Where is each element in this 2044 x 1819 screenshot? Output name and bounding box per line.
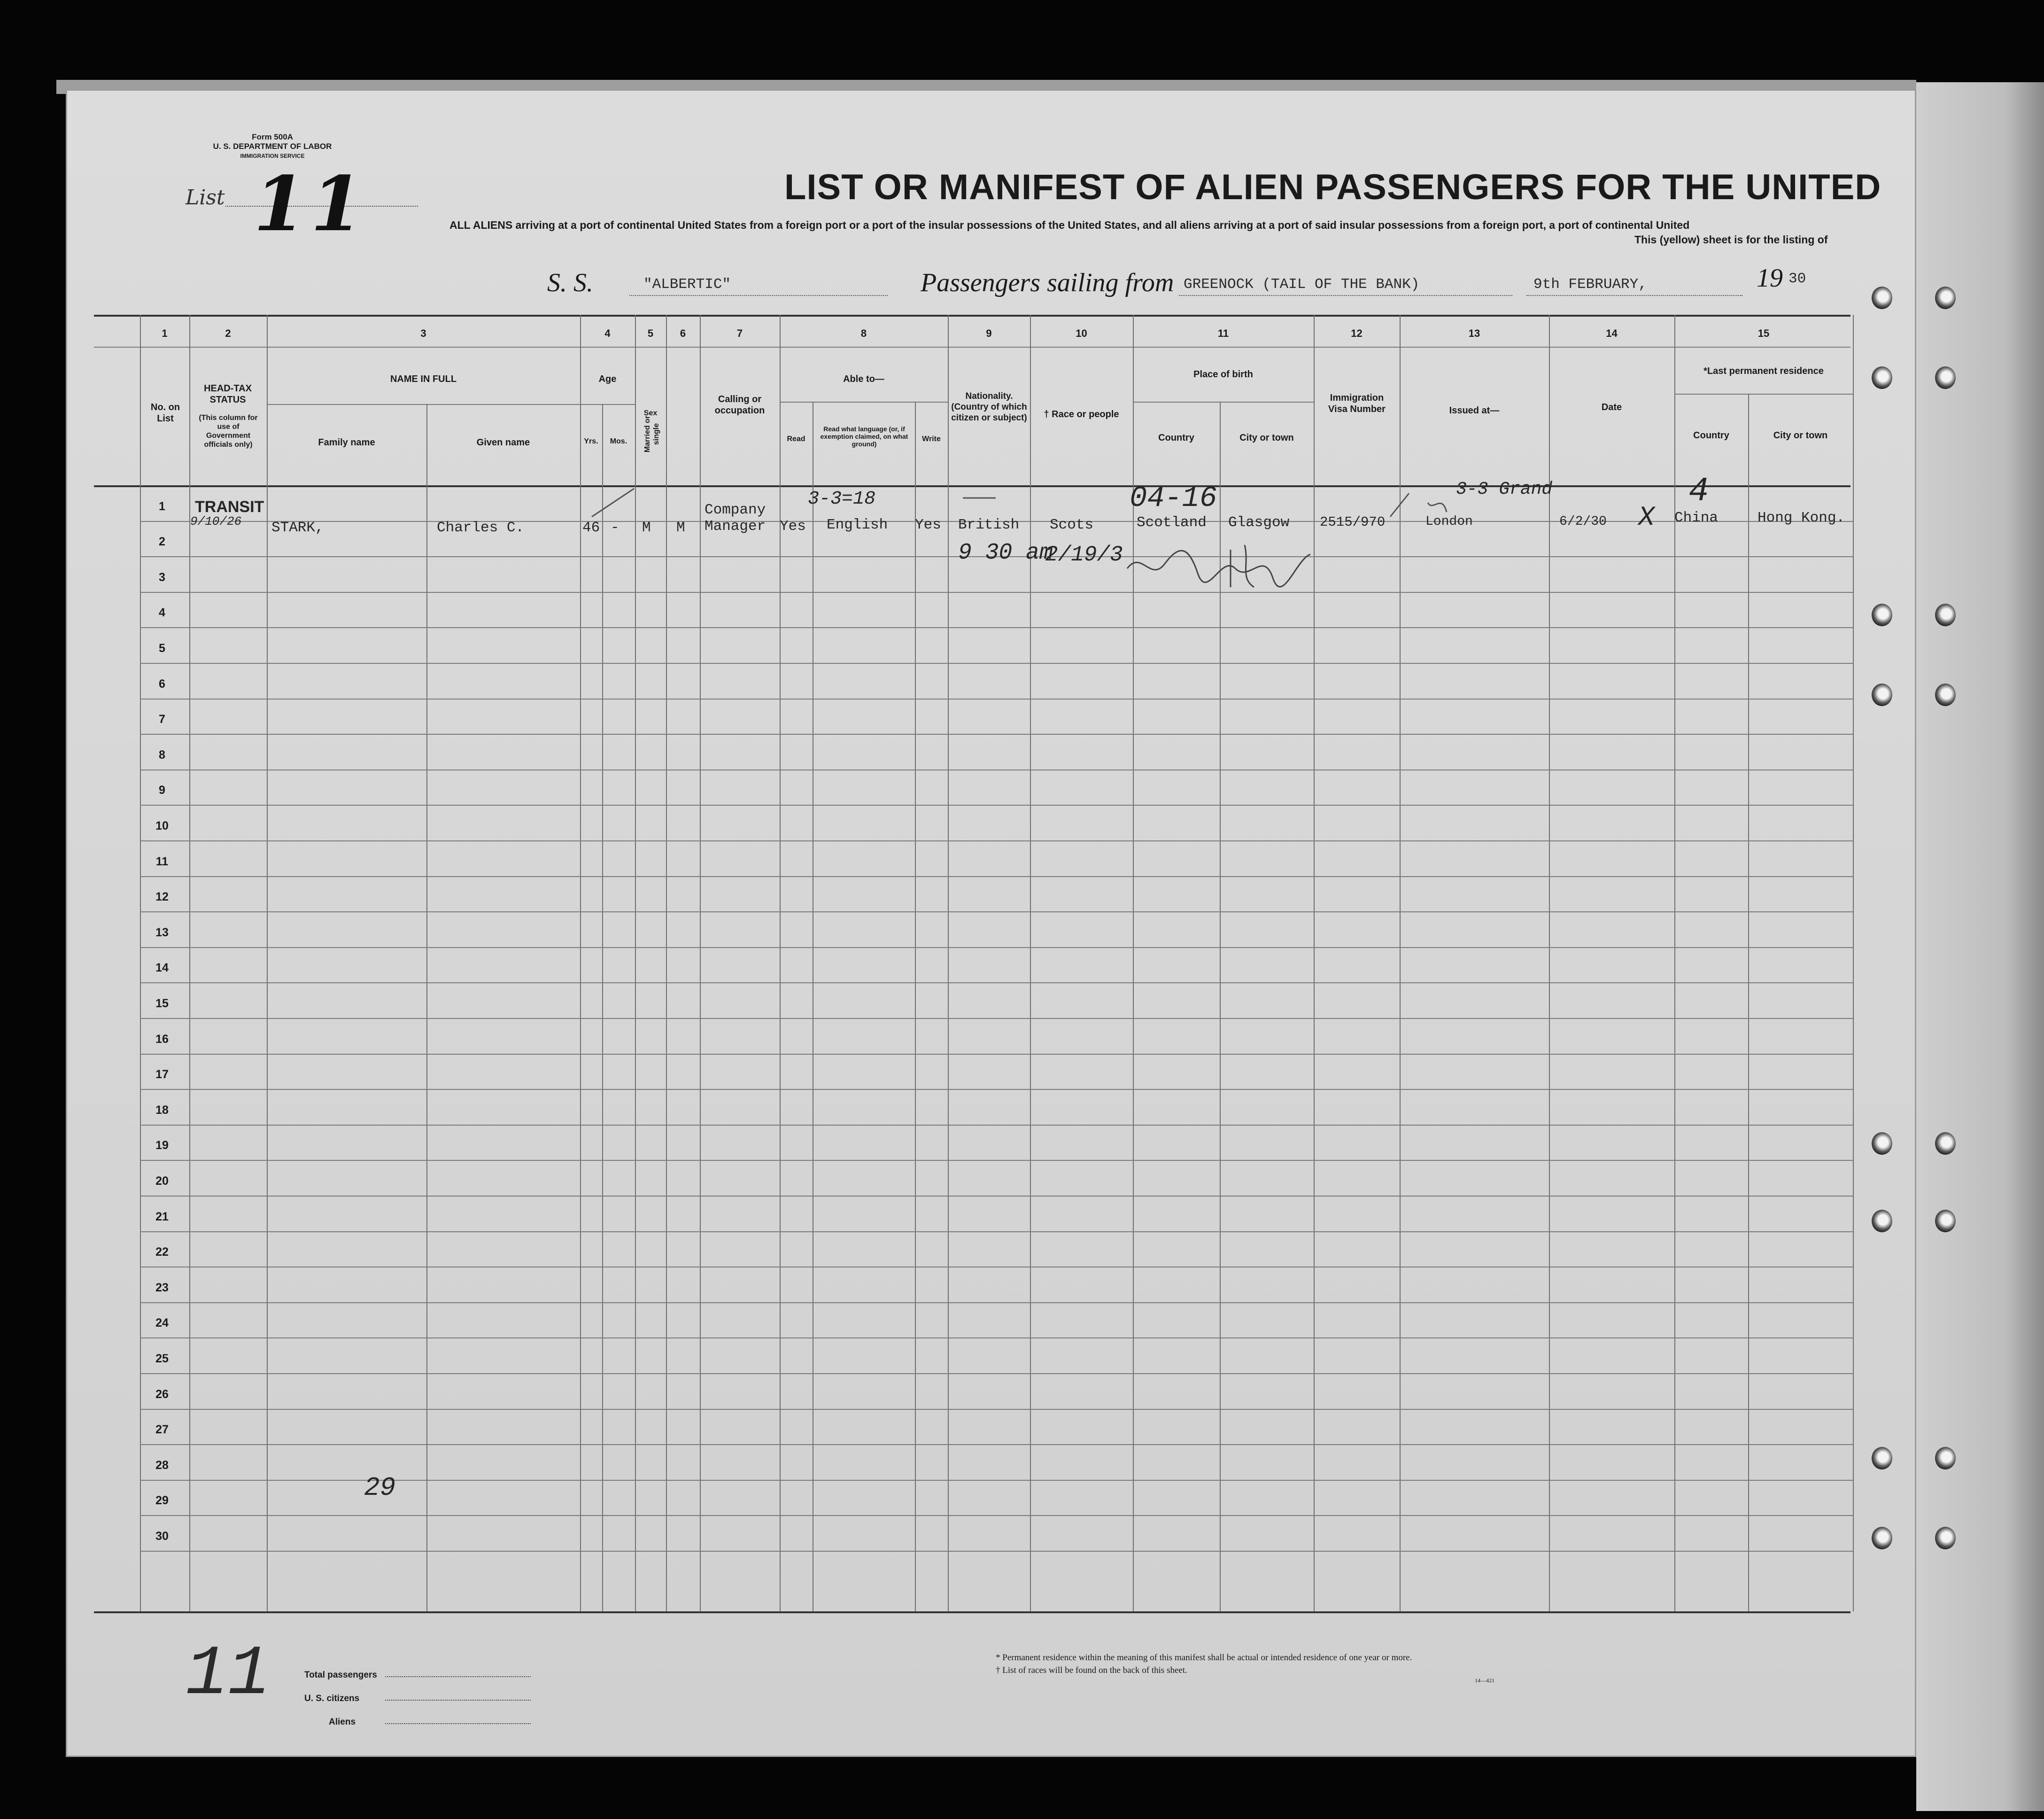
row-rule: [140, 876, 1853, 877]
hdr-read-language: Read what language (or, if exemption claimed, on what ground): [820, 425, 908, 448]
row-number: 7: [159, 713, 165, 726]
time-note: 9 30 am: [958, 540, 1053, 566]
residence-city: Hong Kong.: [1758, 510, 1845, 526]
year-prefix: 19: [1757, 264, 1783, 293]
nationality: British: [958, 517, 1020, 533]
sailing-date: 9th FEBRUARY,: [1533, 276, 1647, 293]
col-rule-right: [1853, 315, 1854, 1611]
table-top-rule: [94, 315, 1850, 317]
residence-code-note: 4: [1688, 472, 1709, 511]
form-code: 14—421: [1475, 1677, 1494, 1684]
hdr-date: Date: [1601, 402, 1622, 412]
binder-hole-12: [1935, 1210, 1956, 1232]
date-cross-mark: X: [1638, 503, 1655, 533]
binder-hole-1: [1872, 287, 1892, 309]
row-number: 29: [155, 1494, 169, 1507]
hdr-read: Read: [787, 435, 805, 443]
row-number: 11: [155, 855, 169, 868]
binder-hole-2: [1935, 287, 1956, 309]
hdr-mos: Mos.: [610, 437, 627, 445]
row-number: 25: [155, 1352, 169, 1365]
age-months: -: [611, 520, 619, 536]
binder-hole-15: [1872, 1527, 1892, 1549]
hdr-nationality: Nationality. (Country of which citizen or subject): [951, 391, 1027, 423]
row-number: 13: [155, 926, 169, 939]
row-rule: [140, 1551, 1853, 1552]
head-tax-transit: TRANSIT: [195, 498, 264, 516]
row-number: 1: [159, 500, 165, 513]
birth-code-note: 04-16: [1130, 482, 1217, 515]
aliens-line: [385, 1723, 531, 1724]
row-rule: [140, 982, 1853, 983]
row-number: 12: [155, 890, 169, 903]
ship-underline: [629, 295, 888, 296]
row-number: 14: [155, 961, 169, 974]
form-number: Form 500A: [252, 132, 293, 141]
row-rule: [140, 734, 1853, 735]
row-number: 21: [155, 1210, 169, 1223]
row-number: 30: [155, 1530, 169, 1543]
row-rule: [140, 1444, 1853, 1445]
col-num-6: 6: [680, 327, 686, 339]
ss-label: S. S.: [547, 268, 593, 297]
row-number: 20: [155, 1174, 169, 1188]
handwritten-scrawl: [1123, 536, 1320, 592]
manifest-title: LIST OR MANIFEST OF ALIEN PASSENGERS FOR THE UNITED: [784, 167, 1881, 207]
binder-hole-11: [1872, 1210, 1892, 1232]
row-rule: [140, 1054, 1853, 1055]
hdr-visa: Immigration Visa Number: [1328, 393, 1386, 414]
row-rule: [140, 1480, 1853, 1481]
row-number: 22: [155, 1245, 169, 1259]
row-rule: [140, 1515, 1853, 1516]
binder-hole-6: [1935, 604, 1956, 626]
row-rule: [140, 805, 1853, 806]
binder-hole-5: [1872, 604, 1892, 626]
issued-code-note: 3-3 Grand: [1456, 479, 1553, 499]
birth-country: Scotland: [1137, 514, 1207, 531]
hdr-given-name: Given name: [476, 437, 530, 448]
col-rule-3a: [426, 404, 427, 1611]
row-rule: [140, 1337, 1853, 1338]
hdr-res-city: City or town: [1773, 430, 1828, 441]
row-rule: [140, 1089, 1853, 1090]
read-language: English: [827, 517, 888, 533]
row-number: 3: [159, 571, 165, 584]
col-num-1: 1: [162, 327, 168, 339]
row-rule: [140, 663, 1853, 664]
birth-city: Glasgow: [1228, 514, 1290, 531]
binder-hole-4: [1935, 366, 1956, 389]
col-rule-1: [189, 315, 190, 1611]
row-rule: [140, 699, 1853, 700]
row-number: 23: [155, 1281, 169, 1294]
date-underline: [1526, 295, 1742, 296]
col-num-13: 13: [1468, 327, 1480, 339]
hdr-birth-country: Country: [1158, 433, 1194, 443]
row-number: 8: [159, 748, 165, 762]
list-number: 11: [254, 160, 368, 248]
binder-hole-14: [1935, 1447, 1956, 1469]
page-mark-29: 29: [364, 1473, 396, 1503]
row-number: 15: [155, 997, 169, 1010]
row-number: 17: [155, 1068, 169, 1081]
us-citizens-label: U. S. citizens: [304, 1694, 360, 1703]
row-number: 26: [155, 1388, 169, 1401]
col-rule-15a: [1748, 394, 1749, 1611]
adjacent-page-strip: [1916, 82, 2044, 1811]
can-read: Yes: [780, 518, 806, 535]
row-rule: [140, 840, 1853, 841]
residence-country: China: [1674, 510, 1719, 526]
sex: M: [642, 520, 651, 536]
col-num-14: 14: [1606, 327, 1618, 339]
occupation-line-2: Manager: [705, 518, 766, 535]
row-rule: [140, 1160, 1853, 1161]
year-suffix: 30: [1788, 271, 1806, 287]
subtitle-line-2: This (yellow) sheet is for the listing of: [1634, 233, 1828, 246]
binder-hole-3: [1872, 366, 1892, 389]
family-name: STARK,: [271, 520, 324, 536]
name-subheader-rule: [268, 404, 580, 405]
hdr-birth-city: City or town: [1239, 433, 1294, 443]
row-rule: [140, 1302, 1853, 1303]
row-number: 16: [155, 1033, 169, 1046]
tick-marks: [573, 484, 1700, 521]
row-rule: [140, 1231, 1853, 1232]
hdr-yrs: Yrs.: [584, 437, 598, 445]
footnote-races: † List of races will be found on the back of this sheet.: [996, 1665, 1187, 1675]
row-number: 18: [155, 1104, 169, 1117]
col-rule-2: [267, 315, 268, 1611]
hdr-place-of-birth: Place of birth: [1193, 369, 1253, 380]
col-num-2: 2: [225, 327, 231, 339]
col-num-12: 12: [1351, 327, 1363, 339]
binder-hole-16: [1935, 1527, 1956, 1549]
age-subheader-rule: [580, 404, 635, 405]
binder-hole-8: [1935, 684, 1956, 706]
hdr-last-residence: *Last permanent residence: [1703, 366, 1824, 376]
hdr-family-name: Family name: [318, 437, 375, 448]
sailing-label: Passengers sailing from: [921, 268, 1174, 297]
port-underline: [1179, 295, 1512, 296]
port-of-departure: GREENOCK (TAIL OF THE BANK): [1184, 276, 1420, 293]
margin-mark-11: 11: [186, 1635, 271, 1715]
visa-number: 2515/970: [1320, 514, 1386, 530]
col-num-11: 11: [1217, 327, 1229, 339]
row-number: 19: [155, 1139, 169, 1152]
row-rule: [140, 947, 1853, 948]
row-number: 5: [159, 642, 165, 655]
hdr-calling: Calling or occupation: [714, 394, 765, 416]
binder-hole-13: [1872, 1447, 1892, 1469]
col-rule-4a: [602, 404, 603, 1611]
us-citizens-line: [385, 1700, 531, 1701]
hdr-res-country: Country: [1693, 430, 1729, 441]
row-number: 9: [159, 784, 165, 797]
head-tax-handwritten: 9/10/26: [190, 514, 242, 529]
marital-status: M: [676, 520, 685, 536]
hdr-issued-at: Issued at—: [1449, 405, 1500, 416]
hdr-race: † Race or people: [1044, 409, 1119, 420]
residence-subheader-rule: [1674, 394, 1853, 395]
row-number: 10: [155, 819, 169, 832]
row-rule: [140, 911, 1853, 912]
total-passengers-line: [385, 1676, 531, 1677]
given-name: Charles C.: [437, 520, 525, 536]
birth-subheader-rule: [1133, 402, 1314, 403]
row-number: 28: [155, 1459, 169, 1472]
binder-hole-9: [1872, 1132, 1892, 1155]
col-num-15: 15: [1758, 327, 1770, 339]
row-rule: [140, 1373, 1853, 1374]
col-rule-left: [140, 315, 141, 1611]
hdr-name-in-full: NAME IN FULL: [390, 374, 457, 384]
hdr-no-on-list: No. on List: [150, 402, 180, 424]
race: Scots: [1050, 517, 1094, 533]
row-rule: [140, 1196, 1853, 1197]
col-num-3: 3: [420, 327, 426, 339]
row-rule: [140, 627, 1853, 628]
visa-issued-at: London: [1425, 514, 1473, 529]
hdr-married: Married or single: [643, 415, 660, 453]
list-label: List: [186, 186, 225, 210]
hdr-head-tax: HEAD-TAX STATUS: [204, 383, 252, 405]
date-note: 2/19/3: [1045, 543, 1123, 567]
row-rule: [140, 1409, 1853, 1410]
row-number: 27: [155, 1423, 169, 1436]
hdr-head-tax-note: (This column for use of Government officials only): [199, 414, 258, 449]
col-num-10: 10: [1076, 327, 1087, 339]
row-rule: [140, 1125, 1853, 1126]
col-num-5: 5: [647, 327, 654, 339]
row-number: 6: [159, 677, 165, 691]
age-years: 46: [582, 520, 600, 536]
occupation-line-1: Company: [705, 502, 766, 518]
column-number-rule: [94, 347, 1850, 348]
hdr-sex: Sex: [643, 409, 658, 417]
form-id-block: [183, 132, 362, 161]
ship-name: "ALBERTIC": [643, 276, 731, 293]
col-num-4: 4: [604, 327, 611, 339]
aliens-label: Aliens: [329, 1717, 356, 1727]
able-subheader-rule: [780, 402, 948, 403]
binder-hole-7: [1872, 684, 1892, 706]
table-bottom-rule: [94, 1611, 1850, 1613]
row-rule: [140, 592, 1853, 593]
col-num-9: 9: [986, 327, 992, 339]
visa-date: 6/2/30: [1559, 514, 1607, 529]
department: U. S. DEPARTMENT OF LABOR: [213, 142, 332, 151]
row-number: 24: [155, 1316, 169, 1329]
footnote-residence: * Permanent residence within the meaning of this manifest shall be actual or intended residence of one year or more.: [996, 1653, 1412, 1663]
hdr-age: Age: [598, 374, 617, 384]
row-rule: [140, 1018, 1853, 1019]
binder-hole-10: [1935, 1132, 1956, 1155]
col-num-8: 8: [860, 327, 867, 339]
col-num-7: 7: [736, 327, 743, 339]
can-write: Yes: [915, 517, 941, 533]
hdr-able-to: Able to—: [843, 374, 884, 384]
service: IMMIGRATION SERVICE: [240, 153, 305, 159]
subtitle-line-1: ALL ALIENS arriving at a port of continental United States from a foreign port or a port of the insular possessions of the United States, and all aliens arriving at a port of said insular possessions from a foreign port, a port of continental United: [449, 219, 1690, 231]
row-number: 4: [159, 606, 165, 619]
hdr-write: Write: [922, 435, 941, 443]
total-passengers-label: Total passengers: [304, 1670, 377, 1680]
row-number: 2: [159, 535, 165, 548]
col-rule-8b: [915, 402, 916, 1611]
language-code-note: 3-3=18: [808, 489, 876, 510]
